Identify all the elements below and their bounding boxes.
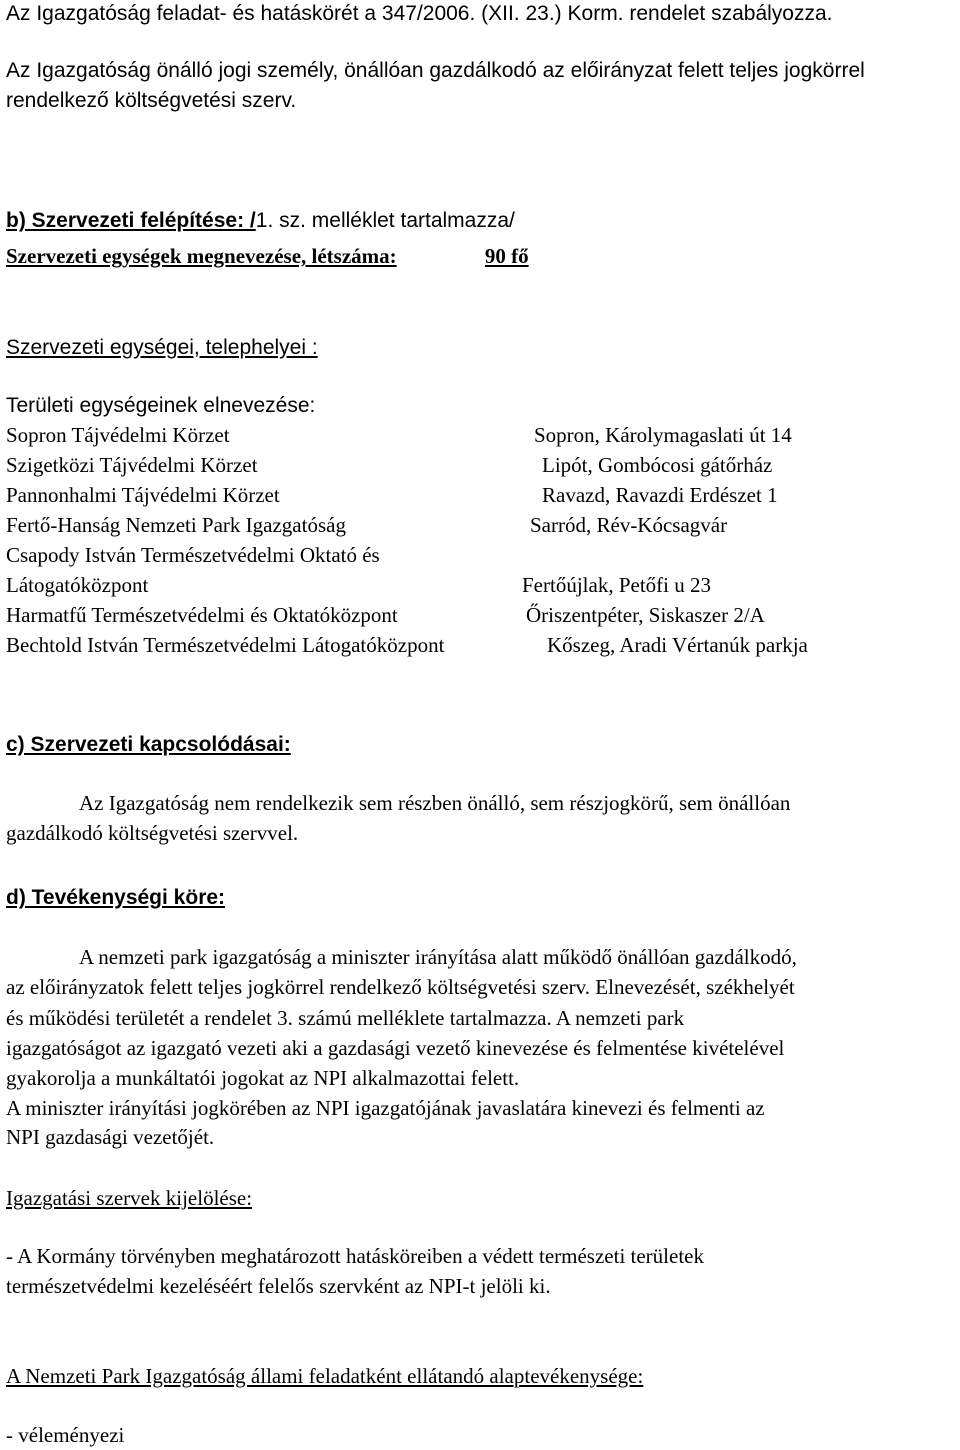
section-c-line-2: gazdálkodó költségvetési szervvel. bbox=[6, 821, 299, 845]
admin-line: - A Kormány törvényben meghatározott hatásköreiben a védett természeti területek bbox=[6, 1244, 704, 1268]
intro-line-2: Az Igazgatóság önálló jogi személy, önállóan gazdálkodó az előirányzat felett teljes jogkörrel bbox=[6, 59, 865, 82]
section-d-line: NPI gazdasági vezetőjét. bbox=[6, 1125, 215, 1149]
regional-label: Területi egységeinek elnevezése: bbox=[6, 394, 316, 417]
units-label: Szervezeti egységei, telephelyei : bbox=[6, 336, 318, 359]
unit-name: Harmatfű Természetvédelmi és Oktatóközpont bbox=[6, 603, 398, 627]
section-b-heading-bold: b) Szervezeti felépítése: / bbox=[6, 209, 256, 232]
unit-location: Sarród, Rév-Kócsagvár bbox=[530, 513, 728, 537]
unit-location: Ravazd, Ravazdi Erdészet 1 bbox=[542, 483, 778, 507]
admin-heading: Igazgatási szervek kijelölése: bbox=[6, 1186, 253, 1210]
section-d-line: A nemzeti park igazgatóság a miniszter irányítása alatt működő önállóan gazdálkodó, bbox=[79, 945, 797, 969]
unit-name: Szigetközi Tájvédelmi Körzet bbox=[6, 453, 258, 477]
admin-line: természetvédelmi kezeléséért felelős szervként az NPI-t jelöli ki. bbox=[6, 1274, 551, 1298]
unit-name: Bechtold István Természetvédelmi Látogatóközpont bbox=[6, 633, 445, 657]
intro-line-3: rendelkező költségvetési szerv. bbox=[6, 89, 297, 112]
unit-name: Csapody István Természetvédelmi Oktató és bbox=[6, 543, 380, 567]
section-c-heading: c) Szervezeti kapcsolódásai: bbox=[6, 733, 291, 756]
section-b-heading bbox=[6, 210, 515, 231]
staff-label: Szervezeti egységek megnevezése, létszáma: bbox=[6, 244, 397, 268]
section-d-heading: d) Tevékenységi köre: bbox=[6, 886, 226, 909]
section-d-line: és működési területét a rendelet 3. számú melléklete tartalmazza. A nemzeti park bbox=[6, 1006, 685, 1030]
unit-location: Lipót, Gombócosi gátőrház bbox=[542, 453, 773, 477]
task-item: - véleményezi bbox=[6, 1423, 125, 1447]
unit-location: Sopron, Károlymagaslati út 14 bbox=[534, 423, 792, 447]
unit-name: Látogatóközpont bbox=[6, 573, 149, 597]
section-c-line-1: Az Igazgatóság nem rendelkezik sem részben önálló, sem részjogkörű, sem önállóan bbox=[79, 791, 791, 815]
section-d-line: igazgatóságot az igazgató vezeti aki a gazdasági vezető kinevezése és felmentése kivételével bbox=[6, 1036, 785, 1060]
unit-location: Kőszeg, Aradi Vértanúk parkja bbox=[547, 633, 808, 657]
staff-row bbox=[6, 246, 529, 267]
staff-value: 90 fő bbox=[484, 244, 529, 268]
unit-location: Őriszentpéter, Siskaszer 2/A bbox=[526, 603, 765, 627]
section-d-line: az előirányzatok felett teljes jogkörrel rendelkező költségvetési szerv. Elnevezését, székhelyét bbox=[6, 975, 795, 999]
section-b-heading-rest: 1. sz. melléklet tartalmazza/ bbox=[255, 209, 515, 232]
unit-name: Sopron Tájvédelmi Körzet bbox=[6, 423, 230, 447]
intro-line-1: Az Igazgatóság feladat- és hatáskörét a 347/2006. (XII. 23.) Korm. rendelet szabályozza. bbox=[6, 2, 833, 25]
section-d-line: gyakorolja a munkáltatói jogokat az NPI alkalmazottai felett. bbox=[6, 1066, 520, 1090]
unit-name: Pannonhalmi Tájvédelmi Körzet bbox=[6, 483, 280, 507]
tasks-heading: A Nemzeti Park Igazgatóság állami feladatként ellátandó alaptevékenysége: bbox=[6, 1364, 644, 1388]
unit-name: Fertő-Hanság Nemzeti Park Igazgatóság bbox=[6, 513, 346, 537]
unit-location: Fertőújlak, Petőfi u 23 bbox=[522, 573, 711, 597]
section-d-line: A miniszter irányítási jogkörében az NPI igazgatójának javaslatára kinevezi és felmenti az bbox=[6, 1096, 765, 1120]
